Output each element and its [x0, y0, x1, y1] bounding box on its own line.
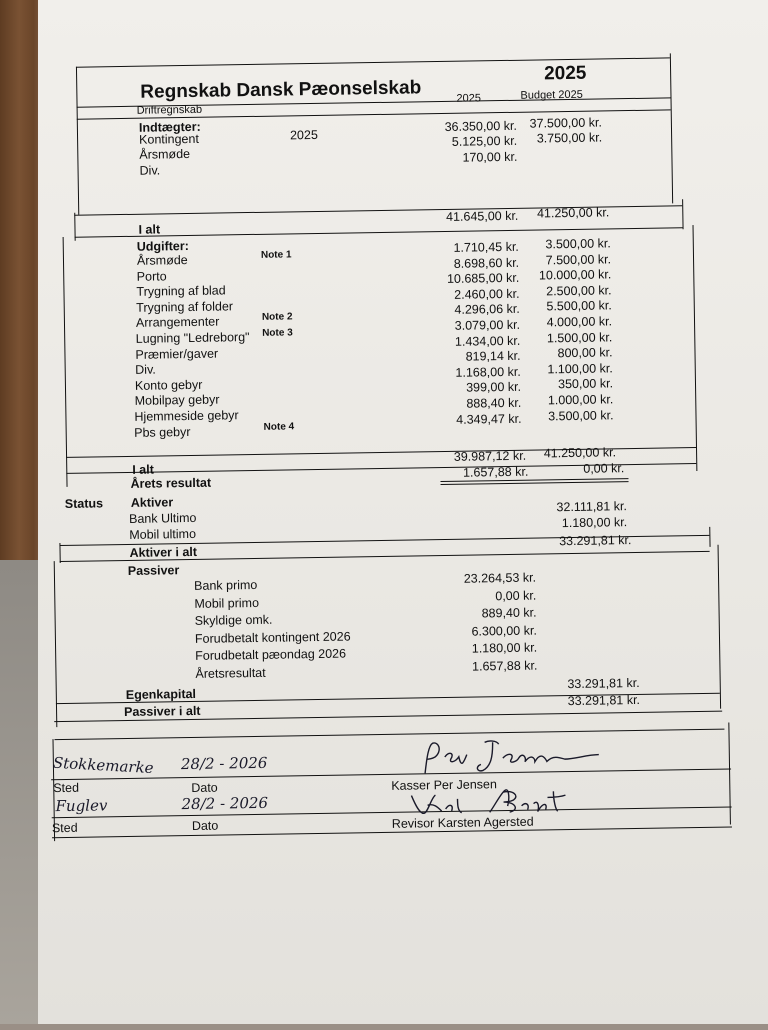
- expense-row-actual: 8.698,60 kr.: [453, 255, 520, 271]
- expense-row-label: Lugning "Ledreborg": [135, 330, 250, 346]
- expense-row-label: Div.: [135, 362, 156, 378]
- expense-row-budget: 1.000,00 kr.: [547, 392, 614, 408]
- expense-row-label: Præmier/gaver: [135, 346, 219, 362]
- expense-row-label: Trygning af blad: [136, 283, 226, 299]
- frame-right-signatures: [728, 723, 731, 825]
- status-label: Status: [64, 496, 104, 511]
- frame-right-assets-total: [709, 527, 710, 547]
- equity-label: Egenkapital: [125, 686, 197, 703]
- document-year: 2025: [543, 62, 587, 85]
- result-label: Årets resultat: [130, 475, 212, 491]
- expense-row-actual: 4.349,47 kr.: [456, 411, 522, 427]
- expense-row-note: Note 1: [260, 249, 292, 261]
- liability-row-value: 889,40 kr.: [481, 605, 537, 621]
- date-label-2: Dato: [191, 818, 219, 834]
- expense-row-actual: 1.434,00 kr.: [454, 333, 521, 349]
- expense-row-actual: 399,00 kr.: [466, 380, 522, 396]
- expense-row-actual: 10.685,00 kr.: [446, 270, 520, 287]
- liabilities-total-label: Passiver i alt: [123, 703, 201, 720]
- expense-row-budget: 1.500,00 kr.: [546, 329, 613, 345]
- income-row-budget: 3.750,00 kr.: [536, 130, 603, 146]
- section-label: Driftregnskab: [136, 103, 203, 117]
- expenses-total-label: I alt: [132, 462, 154, 477]
- liability-row-label: Forudbetalt pæondag 2026: [195, 646, 347, 664]
- expense-row-label: Pbs gebyr: [134, 424, 191, 440]
- result-actual: 1.657,88 kr.: [462, 464, 529, 480]
- signature-karsten-agersted: [405, 783, 576, 820]
- liabilities-total-value: 33.291,81 kr.: [567, 692, 641, 709]
- expense-row-note: Note 2: [261, 311, 293, 324]
- expense-row-budget: 5.500,00 kr.: [546, 298, 612, 314]
- expenses-total-budget: 41.250,00 kr.: [543, 445, 617, 461]
- result-budget: 0,00 kr.: [583, 461, 625, 476]
- income-row-budget: 37.500,00 kr.: [529, 115, 602, 131]
- expense-row-actual: 1.710,45 kr.: [453, 239, 519, 255]
- signature-per-jensen: [415, 734, 616, 779]
- liability-row-value: 23.264,53 kr.: [463, 570, 537, 586]
- income-row-actual: 170,00 kr.: [462, 149, 518, 165]
- expense-row-budget: 3.500,00 kr.: [545, 236, 611, 252]
- expense-row-budget: 800,00 kr.: [557, 345, 613, 361]
- handwritten-place-2: Fuglev: [55, 796, 108, 816]
- liability-row-value: 1.657,88 kr.: [471, 658, 538, 674]
- income-total-actual: 41.645,00 kr.: [445, 208, 519, 224]
- expense-row-budget: 4.000,00 kr.: [546, 314, 613, 330]
- assets-heading: Aktiver: [130, 495, 174, 510]
- liability-row-label: Bank primo: [194, 577, 258, 593]
- liability-row-value: 0,00 kr.: [495, 588, 537, 603]
- handwritten-date-2: 28/2 - 2026: [181, 793, 269, 814]
- expense-row-note: Note 3: [262, 327, 293, 339]
- expense-row-label: Trygning af folder: [136, 299, 234, 315]
- role-revisor: Revisor Karsten Agersted: [391, 814, 534, 831]
- assets-total-label: Aktiver i alt: [129, 544, 198, 560]
- frame-left-expenses: [63, 237, 68, 487]
- expense-row-actual: 2.460,00 kr.: [454, 286, 520, 302]
- assets-total-value: 33.291,81 kr.: [559, 533, 632, 549]
- liability-row-value: 1.180,00 kr.: [471, 640, 538, 656]
- income-row-label: Div.: [139, 163, 161, 178]
- income-total-budget: 41.250,00 kr.: [536, 205, 610, 221]
- date-label-1: Dato: [191, 780, 218, 796]
- expense-row-note: Note 4: [263, 420, 295, 433]
- expense-row-actual: 819,14 kr.: [465, 348, 521, 364]
- expense-row-actual: 888,40 kr.: [466, 395, 522, 411]
- rule-empty-band: [55, 729, 725, 741]
- column-budget-header: Budget 2025: [520, 88, 583, 102]
- frame-right-total1: [682, 199, 683, 229]
- asset-row-value: 32.111,81 kr.: [556, 499, 628, 515]
- handwritten-date-1: 28/2 - 2026: [180, 753, 268, 774]
- expenses-total-actual: 39.987,12 kr.: [453, 448, 527, 464]
- income-row-label: Årsmøde: [139, 146, 191, 162]
- expense-row-label: Arrangementer: [135, 314, 220, 331]
- role-kasser: Kasser Per Jensen: [391, 777, 497, 793]
- income-year-note: 2025: [289, 127, 318, 143]
- liability-row-label: Åretsresultat: [195, 665, 266, 681]
- frame-right-expenses: [693, 225, 698, 471]
- asset-row-label: Bank Ultimo: [128, 510, 197, 526]
- equity-value: 33.291,81 kr.: [567, 675, 640, 692]
- expense-row-budget: 1.100,00 kr.: [547, 361, 613, 377]
- expense-row-budget: 10.000,00 kr.: [538, 267, 612, 283]
- place-label-2: Sted: [51, 820, 78, 836]
- frame-right-top: [670, 53, 673, 203]
- expense-row-label: Årsmøde: [136, 252, 188, 268]
- liability-row-value: 6.300,00 kr.: [471, 623, 537, 639]
- liabilities-heading: Passiver: [127, 563, 180, 578]
- liability-row-label: Skyldige omk.: [194, 612, 273, 629]
- expenses-heading: Udgifter:: [136, 238, 189, 254]
- income-row-actual: 5.125,00 kr.: [451, 133, 518, 149]
- expense-row-actual: 3.079,00 kr.: [454, 317, 521, 333]
- expense-row-label: Konto gebyr: [134, 377, 203, 393]
- result-underline-2: [441, 481, 629, 485]
- expense-row-budget: 350,00 kr.: [557, 376, 614, 392]
- income-row-label: Kontingent: [138, 131, 199, 147]
- frame-left-top: [76, 67, 79, 215]
- asset-row-value: 1.180,00 kr.: [561, 515, 628, 531]
- expense-row-actual: 1.168,00 kr.: [455, 364, 521, 380]
- expense-row-budget: 7.500,00 kr.: [545, 251, 612, 267]
- handwritten-place-1: Stokkemarke: [52, 753, 155, 778]
- expense-row-budget: 2.500,00 kr.: [546, 283, 612, 299]
- frame-right-liabilities: [718, 545, 722, 709]
- liability-row-label: Forudbetalt kontingent 2026: [194, 629, 351, 646]
- income-row-actual: 36.350,00 kr.: [444, 118, 518, 134]
- expense-row-budget: 3.500,00 kr.: [548, 407, 614, 423]
- expense-row-label: Mobilpay gebyr: [134, 392, 220, 409]
- liability-row-label: Mobil primo: [194, 595, 260, 611]
- document-title: Regnskab Dansk Pæonselskab: [140, 77, 422, 103]
- expense-row-label: Porto: [136, 268, 167, 284]
- income-total-label: I alt: [138, 222, 161, 237]
- column-actual-header: 2025: [456, 92, 482, 105]
- expense-row-actual: 4.296,06 kr.: [454, 302, 520, 318]
- income-heading: Indtægter:: [138, 119, 201, 135]
- place-label-1: Sted: [53, 780, 80, 796]
- asset-row-label: Mobil ultimo: [129, 526, 197, 542]
- expense-row-label: Hjemmeside gebyr: [134, 408, 239, 424]
